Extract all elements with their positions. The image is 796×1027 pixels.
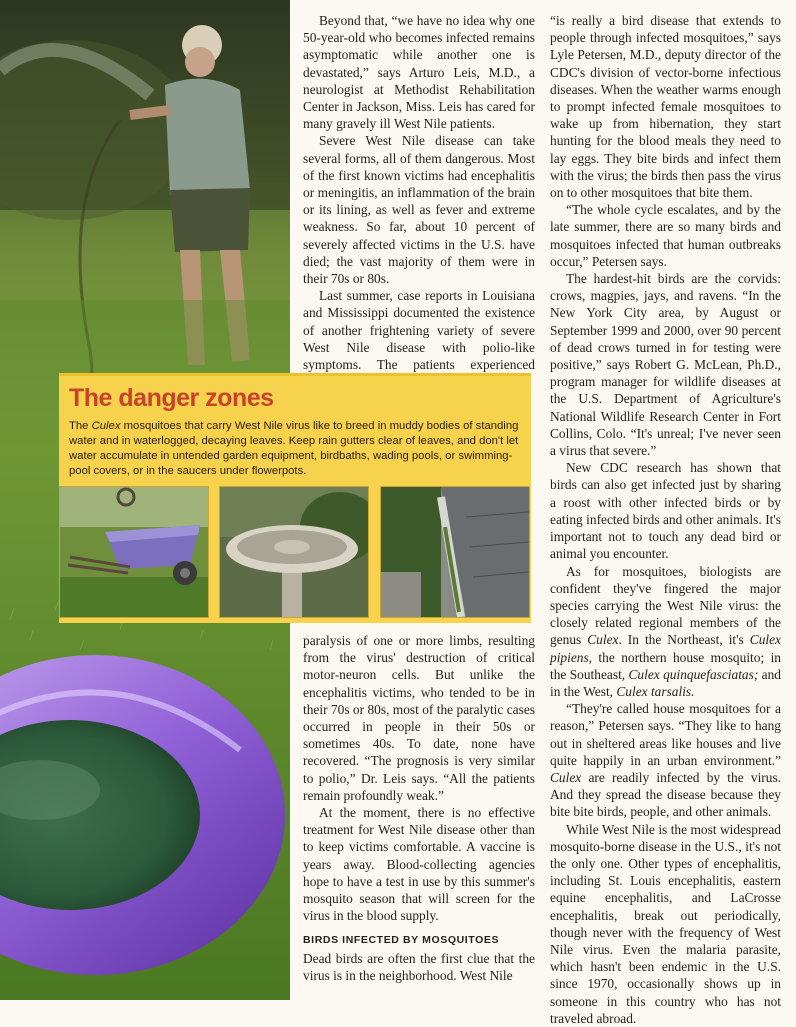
birdbath-photo	[219, 486, 369, 618]
italic-run: Culex	[550, 769, 582, 785]
article-paragraph: While West Nile is the most widespread mosquito-borne disease in the U.S., it's not the only one. Other types of encephalitis, including St. Louis encephalitis, eastern equine encephalitis, and LaCrosse encephalitis, break out periodically, though never with the frequency of West Nile virus. Even the malaria parasite, which hasn't been endemic in the U.S. since 1970, occasionally shows up in someone in this country who has not traveled abroad.	[550, 821, 781, 1026]
article-paragraph: Last summer, case reports in Louisiana and Mississippi documented the existence of another frightening variety of severe West Nile disease with polio-like symptoms. The patients experienced	[303, 288, 535, 373]
text-run: the northern house mosquito; in the Southeast,	[550, 649, 781, 682]
sidebar-body	[69, 419, 524, 479]
article-paragraph: At the moment, there is no effective treatment for West Nile disease other than to keep victims comfortable. A vaccine is years away. Blood-collecting agencies hope to have a test in use by this summer's mosquito season that will screen for the virus in the blood supply.	[303, 805, 535, 924]
text-run: As for mosquitoes, biologists are confident they've fingered the major species carrying the West Nile virus: the closely related regional members of the genus	[550, 563, 781, 648]
text-run: and in the West,	[550, 666, 782, 699]
sidebar-body-lead: The	[69, 420, 92, 432]
article-paragraph	[550, 563, 781, 701]
birdbath-illustration	[220, 487, 368, 617]
article-paragraph: paralysis of one or more limbs, resulting from the virus' destruction of critical motor-neuron cells. But unlike the encephalitis victims, who tended to be in their 70s or 80s, most of the paralytic cases occurred in people in their 50s or sometimes 40s. To date, none have recovered. “The prognosis is very similar to polio,” Dr. Leis says. “All the patients remain profoundly weak.”	[303, 633, 535, 803]
text-run: “They're called house mosquitoes for a reason,” Petersen says. “They like to hang out in sheltered areas like houses and live quite happily in an urban environment.”	[550, 701, 781, 768]
sidebar-body-rest: mosquitoes that carry West Nile virus like to breed in muddy bodies of standing water and in waterlogged, decaying leaves. Keep rain gutters clear of leaves, and don't let water accumulate in untended garden equipment, birdbaths, wading pools, or swimming-pool covers, or in the saucers under flowerpots.	[69, 420, 519, 477]
sidebar-body-italic: Culex	[91, 420, 121, 432]
article-paragraph: Severe West Nile disease can take several forms, all of them dangerous. Most of the first known victims had encephalitis or meningitis, an inflammation of the brain or its lining, as well as fever and extreme weakness. So far, about 10 percent of severely affected victims in the U.S. have died; the vast majority of them were in their 70s or 80s.	[303, 133, 535, 287]
gutter-illustration	[381, 487, 529, 617]
italic-run: Culex quinquefasciatas;	[628, 666, 759, 682]
article-paragraph: Beyond that, “we have no idea why one 50-year-old who becomes infected remains asymptomatic while another one is devastated,” says Arturo Leis, M.D., a neurologist at Methodist Rehabilitation Center in Jackson, Miss. Leis has cared for many gravely ill West Nile patients.	[303, 13, 535, 132]
article-paragraph: The hardest-hit birds are the corvids: crows, magpies, jays, and ravens. “In the New York City area, by August or September 1999 and 2000, over 90 percent of dead crows turned in for testing were positive,” says Robert G. McLean, Ph.D., program manager for wildlife diseases at the U.S. Department of Agriculture's National Wildlife Research Center in Fort Collins, Colo. “It's unreal; I've never seen a virus that severe.”	[550, 271, 781, 459]
article-paragraph: “The whole cycle escalates, and by the late summer, there are so many birds and mosquitoes infected that human outbreaks occur,” Petersen says.	[550, 202, 781, 269]
wheelbarrow-illustration	[60, 487, 208, 617]
wheelbarrow-photo	[59, 486, 209, 618]
italic-run: Culex pipiens,	[550, 632, 781, 665]
article-column-middle-bottom	[303, 632, 535, 984]
italic-run: Culex	[587, 632, 619, 648]
gutter-photo	[380, 486, 530, 618]
article-column-right	[550, 12, 781, 1027]
article-paragraph: “is really a bird disease that extends to people through infected mosquitoes,” says Lyle Petersen, M.D., deputy director of the CDC's division of vector-borne infectious diseases. When the weather warms enough to prompt infected female mosquitoes to wake up from hibernation, they start hunting for the blood meals they need to lay eggs. They bite birds and infect them with the virus; the birds then pass the virus on to other mosquitoes that bite them.	[550, 13, 781, 201]
text-run: are readily infected by the virus. And they spread the disease because they bite bite birds, people, and other animals.	[550, 769, 781, 820]
article-paragraph	[550, 700, 781, 820]
article-paragraph: New CDC research has shown that birds can also get infected just by sharing a roost with other infected birds or by eating infected birds and other animals. It's important not to touch any dead bird or animal you encounter.	[550, 460, 781, 562]
danger-zones-sidebar	[59, 373, 531, 623]
article-paragraph: Dead birds are often the first clue that the virus is in the neighborhood. West Nile	[303, 950, 535, 983]
text-run: . In the Northeast, it's	[618, 632, 750, 648]
article-column-middle-top	[303, 12, 535, 390]
section-subhead: BIRDS INFECTED BY MOSQUITOES	[303, 934, 500, 947]
sidebar-title: The danger zones	[69, 384, 274, 412]
italic-run: Culex tarsalis.	[616, 683, 695, 699]
